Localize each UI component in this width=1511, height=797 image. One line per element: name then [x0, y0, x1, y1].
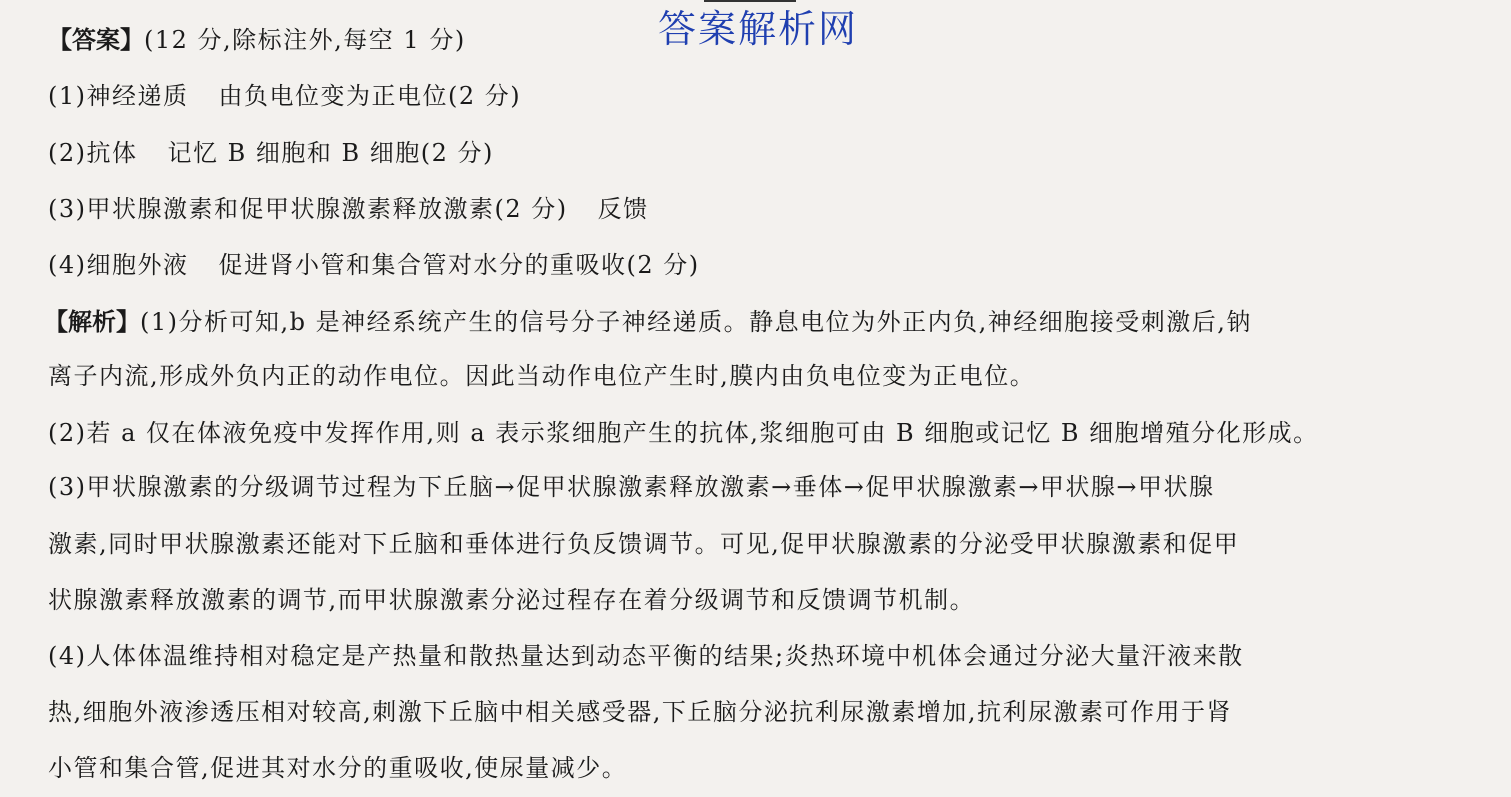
- answer-item-text: (3)甲状腺激素和促甲状腺激素释放激素(2 分): [48, 195, 568, 223]
- analysis-text: (3)甲状腺激素的分级调节过程为下丘脑→促甲状腺激素释放激素→垂体→促甲状腺激素→甲状腺→甲状腺: [48, 473, 1215, 501]
- analysis-line-5: [48, 524, 1481, 564]
- answer-item-text: (1)神经递质: [48, 82, 189, 110]
- analysis-tag: 【解析】: [44, 308, 140, 336]
- answer-item-text: (4)细胞外液: [48, 251, 189, 279]
- answer-item-1: [48, 76, 1481, 116]
- answer-item-3: [48, 189, 1481, 229]
- analysis-line-6: [48, 580, 1481, 620]
- analysis-line-2: [48, 356, 1481, 396]
- analysis-line-1: [44, 302, 1481, 342]
- answer-item-4: [48, 245, 1481, 285]
- analysis-line-9: [48, 748, 1481, 788]
- analysis-line-4: [48, 467, 1481, 507]
- answer-item-text: 记忆 B 细胞和 B 细胞(2 分): [167, 139, 494, 167]
- analysis-text: 小管和集合管,促进其对水分的重吸收,使尿量减少。: [48, 754, 628, 782]
- watermark-text: 答案解析网: [658, 7, 859, 51]
- answer-item-text: (2)抗体: [48, 139, 138, 167]
- analysis-text: (1)分析可知,b 是神经系统产生的信号分子神经递质。静息电位为外正内负,神经细胞接受刺激后,钠: [140, 308, 1252, 336]
- answer-item-text: 由负电位变为正电位(2 分): [218, 82, 522, 110]
- analysis-text: 激素,同时甲状腺激素还能对下丘脑和垂体进行负反馈调节。可见,促甲状腺激素的分泌受甲状腺激素和促甲: [48, 530, 1240, 558]
- answer-tag: 【答案】: [48, 26, 144, 54]
- analysis-text: 离子内流,形成外负内正的动作电位。因此当动作电位产生时,膜内由负电位变为正电位。: [48, 362, 1036, 390]
- analysis-text: 热,细胞外液渗透压相对较高,刺激下丘脑中相关感受器,下丘脑分泌抗利尿激素增加,抗利尿激素可作用于肾: [48, 698, 1233, 726]
- analysis-text: 状腺激素释放激素的调节,而甲状腺激素分泌过程存在着分级调节和反馈调节机制。: [48, 586, 976, 614]
- analysis-text: (2)若 a 仅在体液免疫中发挥作用,则 a 表示浆细胞产生的抗体,浆细胞可由 B 细胞或记忆 B 细胞增殖分化形成。: [48, 419, 1319, 447]
- answer-header: [48, 20, 1481, 60]
- answer-score-note: (12 分,除标注外,每空 1 分): [144, 26, 466, 54]
- analysis-line-3: [48, 413, 1481, 453]
- answer-item-text: 促进肾小管和集合管对水分的重吸收(2 分): [218, 251, 700, 279]
- analysis-text: (4)人体体温维持相对稳定是产热量和散热量达到动态平衡的结果;炎热环境中机体会通过分泌大量汗液来散: [48, 642, 1244, 670]
- analysis-line-8: [48, 692, 1481, 732]
- answer-item-text: 反馈: [597, 195, 649, 223]
- analysis-line-7: [48, 636, 1481, 676]
- answer-item-2: [48, 133, 1481, 173]
